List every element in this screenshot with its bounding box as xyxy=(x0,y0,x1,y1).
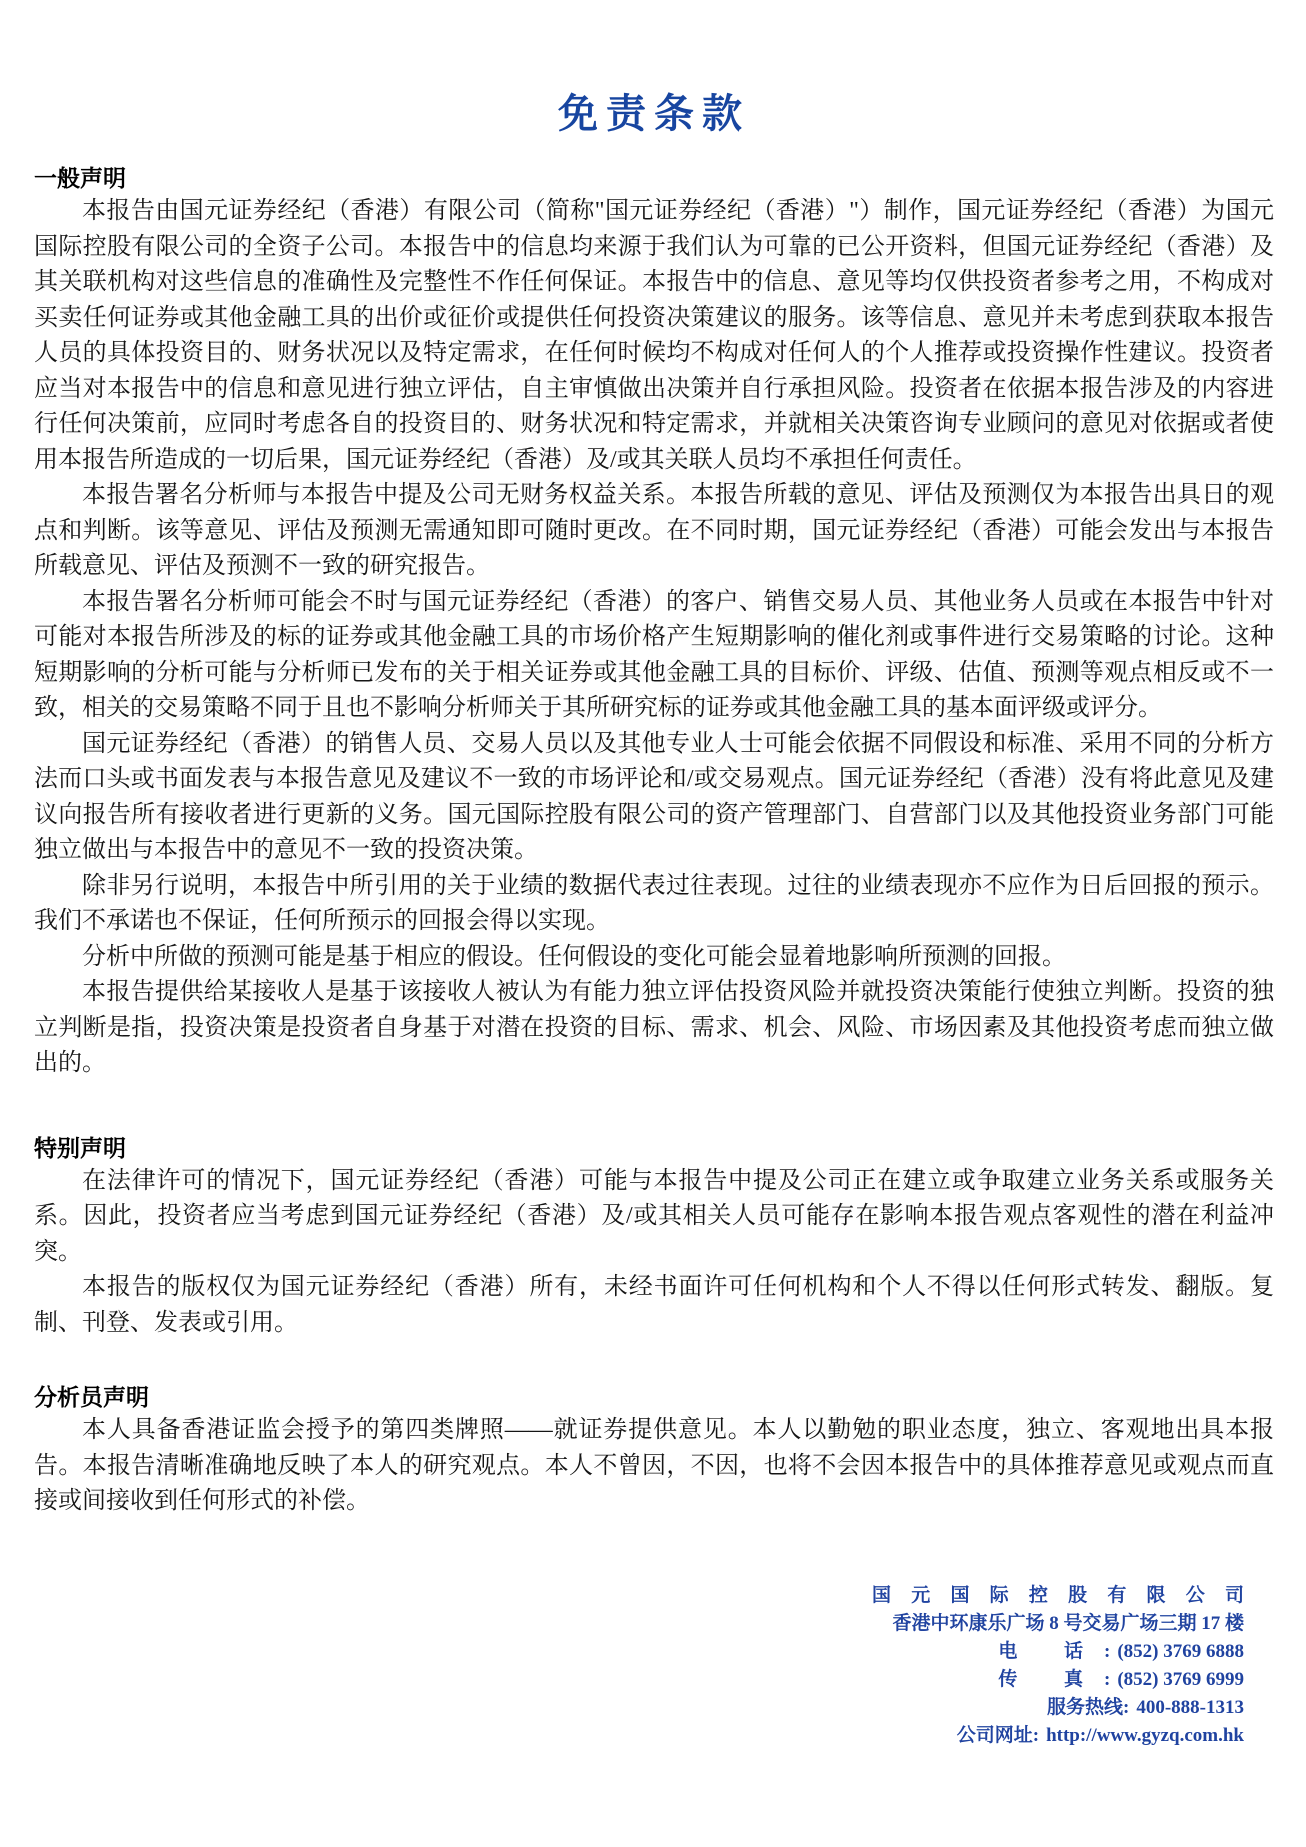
section-general-statement xyxy=(34,164,1274,1082)
paragraph: 本报告署名分析师与本报告中提及公司无财务权益关系。本报告所载的意见、评估及预测仅为本报告出具日的观点和判断。该等意见、评估及预测无需通知即可随时更改。在不同时期，国元证券经纪（香港）可能会发出与本报告所载意见、评估及预测不一致的研究报告。 xyxy=(34,482,1274,579)
paragraph: 本报告的版权仅为国元证券经纪（香港）所有，未经书面许可任何机构和个人不得以任何形式转发、翻版。复制、刊登、发表或引用。 xyxy=(34,1274,1274,1336)
paragraph: 本报告提供给某接收人是基于该接收人被认为有能力独立评估投资风险并就投资决策能行使独立判断。投资的独立判断是指，投资决策是投资者自身基于对潜在投资的目标、需求、机会、风险、市场因素及其他投资考虑而独立做出的。 xyxy=(34,979,1274,1076)
section-heading-general: 一般声明 xyxy=(34,166,126,191)
paragraph: 在法律许可的情况下，国元证券经纪（香港）可能与本报告中提及公司正在建立或争取建立业务关系或服务关系。因此，投资者应当考虑到国元证券经纪（香港）及/或其相关人员可能存在影响本报告观点客观性的潜在利益冲突。 xyxy=(34,1167,1274,1265)
footer-hotline-label: 服务热线: xyxy=(1047,1696,1130,1718)
footer-fax-number: (852) 3769 6999 xyxy=(1117,1668,1244,1690)
footer-company-name: 国 元 国 际 控 股 有 限 公 司 xyxy=(872,1584,1244,1606)
paragraph: 国元证券经纪（香港）的销售人员、交易人员以及其他专业人士可能会依据不同假设和标准、采用不同的分析方法而口头或书面发表与本报告意见及建议不一致的市场评论和/或交易观点。国元证券经纪（香港）没有将此意见及建议向报告所有接收者进行更新的义务。国元国际控股有限公司的资产管理部门、自营部门以及其他投资业务部门可能独立做出与本报告中的意见不一致的投资决策。 xyxy=(34,730,1274,863)
footer-hotline-row xyxy=(872,1694,1244,1722)
company-footer xyxy=(872,1582,1244,1750)
footer-website-url: http://www.gyzq.com.hk xyxy=(1046,1724,1244,1746)
footer-website-label: 公司网址: xyxy=(956,1724,1040,1746)
footer-hotline-number: 400-888-1313 xyxy=(1136,1696,1244,1718)
footer-phone-row xyxy=(872,1638,1244,1666)
footer-phone-number: (852) 3769 6888 xyxy=(1117,1640,1244,1662)
footer-website-row xyxy=(872,1722,1244,1750)
footer-fax-label: 传 真: xyxy=(998,1668,1111,1690)
paragraph: 本人具备香港证监会授予的第四类牌照——就证券提供意见。本人以勤勉的职业态度，独立、客观地出具本报告。本报告清晰准确地反映了本人的研究观点。本人不曾因，不因，也将不会因本报告中的具体推荐意见或观点而直接或间接收到任何形式的补偿。 xyxy=(34,1417,1274,1514)
paragraph: 本报告署名分析师可能会不时与国元证券经纪（香港）的客户、销售交易人员、其他业务人员或在本报告中针对可能对本报告所涉及的标的证券或其他金融工具的市场价格产生短期影响的催化剂或事件进行交易策略的讨论。这种短期影响的分析可能与分析师已发布的关于相关证券或其他金融工具的目标价、评级、估值、预测等观点相反或不一致，相关的交易策略不同于且也不影响分析师关于其所研究标的证券或其他金融工具的基本面评级或评分。 xyxy=(34,588,1274,721)
section-heading-analyst: 分析员声明 xyxy=(34,1385,149,1410)
section-heading-special: 特别声明 xyxy=(34,1135,126,1161)
footer-phone-label: 电 话: xyxy=(998,1640,1111,1662)
section-special-statement xyxy=(34,1134,1274,1342)
footer-address: 香港中环康乐广场 8 号交易广场三期 17 楼 xyxy=(892,1612,1244,1634)
page-title: 免责条款 xyxy=(558,91,750,136)
paragraph: 分析中所做的预测可能是基于相应的假设。任何假设的变化可能会显着地影响所预测的回报。 xyxy=(82,943,1066,970)
paragraph: 本报告由国元证券经纪（香港）有限公司（简称"国元证券经纪（香港）"）制作，国元证券经纪（香港）为国元国际控股有限公司的全资子公司。本报告中的信息均来源于我们认为可靠的已公开资料，但国元证券经纪（香港）及其关联机构对这些信息的准确性及完整性不作任何保证。本报告中的信息、意见等均仅供投资者参考之用，不构成对买卖任何证券或其他金融工具的出价或征价或提供任何投资决策建议的服务。该等信息、意见并未考虑到获取本报告人员的具体投资目的、财务状况以及特定需求，在任何时候均不构成对任何人的个人推荐或投资操作性建议。投资者应当对本报告中的信息和意见进行独立评估，自主审慎做出决策并自行承担风险。投资者在依据本报告涉及的内容进行任何决策前，应同时考虑各自的投资目的、财务状况和特定需求，并就相关决策咨询专业顾问的意见对依据或者使用本报告所造成的一切后果，国元证券经纪（香港）及/或其关联人员均不承担任何责任。 xyxy=(34,198,1274,473)
section-analyst-statement xyxy=(34,1383,1274,1520)
footer-fax-row xyxy=(872,1666,1244,1694)
paragraph: 除非另行说明，本报告中所引用的关于业绩的数据代表过往表现。过往的业绩表现亦不应作为日后回报的预示。我们不承诺也不保证，任何所预示的回报会得以实现。 xyxy=(34,872,1274,934)
